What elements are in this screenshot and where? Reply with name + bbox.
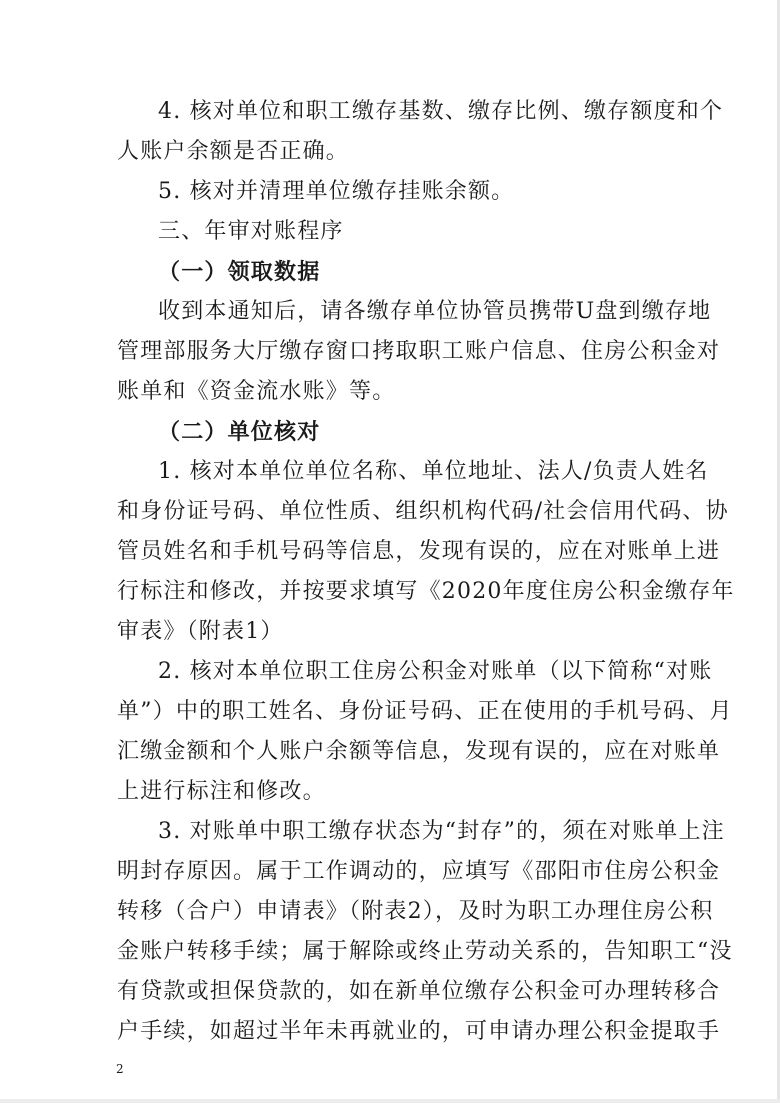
paragraph-line: 2. 核对本单位职工住房公积金对账单（以下简称“对账 — [158, 659, 713, 684]
subsection-heading: （一）领取数据 — [158, 259, 321, 285]
paragraph-line: 行标注和修改，并按要求填写《2020年度住房公积金缴存年 — [117, 579, 735, 604]
paragraph-line: 明封存原因。属于工作调动的，应填写《邵阳市住房公积金 — [117, 859, 721, 884]
paragraph-line: 金账户转移手续；属于解除或终止劳动关系的，告知职工“没 — [117, 939, 733, 964]
paragraph-line: 上进行标注和修改。 — [117, 779, 326, 804]
paragraph-line: 管理部服务大厅缴存窗口拷取职工账户信息、住房公积金对 — [117, 339, 721, 364]
paragraph-line: 汇缴金额和个人账户余额等信息，发现有误的，应在对账单 — [117, 739, 721, 764]
section-heading: 三、年审对账程序 — [158, 219, 344, 244]
paragraph-line: 有贷款或担保贷款的，如在新单位缴存公积金可办理转移合 — [117, 979, 721, 1004]
subsection-heading: （二）单位核对 — [158, 419, 321, 445]
paragraph-line: 单”）中的职工姓名、身份证号码、正在使用的手机号码、月 — [117, 699, 733, 724]
paragraph-line: 3. 对账单中职工缴存状态为“封存”的，须在对账单上注 — [158, 819, 725, 844]
paragraph-line: 账单和《资金流水账》等。 — [117, 379, 396, 404]
paragraph-line: 收到本通知后，请各缴存单位协管员携带U盘到缴存地 — [158, 299, 712, 324]
paragraph-line: 管员姓名和手机号码等信息，发现有误的，应在对账单上进 — [117, 539, 721, 564]
page-number: 2 — [116, 1062, 124, 1076]
paragraph-line: 4. 核对单位和职工缴存基数、缴存比例、缴存额度和个 — [158, 99, 724, 124]
paragraph-line: 和身份证号码、单位性质、组织机构代码/社会信用代码、协 — [117, 499, 729, 524]
scan-bottom-edge — [0, 1099, 780, 1103]
paragraph-line: 户手续，如超过半年未再就业的，可申请办理公积金提取手 — [117, 1019, 721, 1044]
paragraph-line: 5. 核对并清理单位缴存挂账余额。 — [158, 179, 515, 204]
paragraph-line: 1. 核对本单位单位名称、单位地址、法人/负责人姓名 — [158, 459, 709, 484]
paragraph-line: 人账户余额是否正确。 — [117, 139, 350, 164]
paragraph-line: 转移（合户）申请表》（附表2），及时为职工办理住房公积 — [117, 899, 714, 924]
paragraph-line: 审表》（附表1） — [117, 619, 284, 644]
